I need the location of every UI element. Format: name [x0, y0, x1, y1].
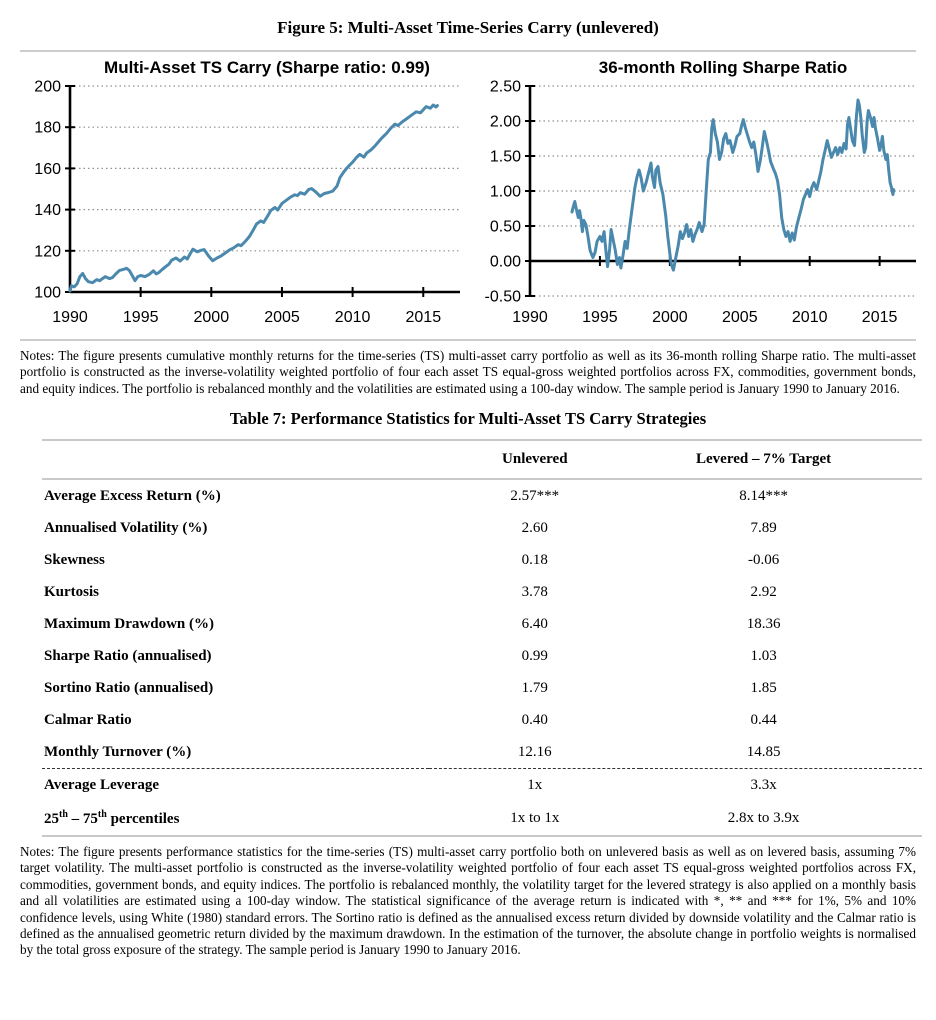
row-label: Calmar Ratio — [44, 711, 132, 728]
x-tick-label: 2000 — [652, 309, 688, 326]
table-row — [42, 576, 922, 608]
sharpe-chart-title: 36-month Rolling Sharpe Ratio — [598, 58, 848, 77]
x-tick-label: 2005 — [722, 309, 758, 326]
cell-levered: 3.3x — [750, 776, 777, 793]
table-row — [42, 672, 922, 704]
cell-pad — [887, 608, 922, 640]
cell-levered: 2.8x to 3.9x — [727, 809, 800, 826]
row-label: Kurtosis — [44, 583, 100, 600]
y-tick-label: 0.50 — [489, 218, 521, 236]
x-tick-label: 2000 — [193, 309, 230, 326]
cell-unlevered: 0.99 — [521, 647, 548, 664]
figure-bottom-rule — [20, 339, 916, 341]
y-tick-label: 180 — [34, 119, 61, 137]
row-label: 25th – 75th percentiles — [44, 808, 180, 827]
figure-top-rule — [20, 50, 916, 52]
cell-unlevered: 1x — [527, 776, 543, 793]
cell-pad — [887, 672, 922, 704]
row-label: Maximum Drawdown (%) — [44, 615, 214, 632]
performance-table — [42, 439, 922, 837]
cell-unlevered: 2.60 — [521, 519, 548, 536]
series-line — [572, 100, 894, 270]
ts-carry-chart — [16, 80, 464, 330]
table-title: Table 7: Performance Statistics for Multi-Asset TS Carry Strategies — [229, 409, 707, 429]
cell-levered: -0.06 — [747, 551, 780, 568]
y-tick-label: 160 — [34, 160, 61, 178]
header-pad — [887, 440, 922, 479]
x-tick-label: 1995 — [582, 309, 618, 326]
figure-title: Figure 5: Multi-Asset Time-Series Carry (unlevered) — [277, 18, 659, 37]
cell-levered: 8.14*** — [739, 487, 788, 504]
cell-levered: 0.44 — [750, 711, 777, 728]
cell-levered: 1.03 — [750, 647, 777, 664]
y-tick-label: 120 — [34, 243, 61, 261]
x-tick-label: 1995 — [122, 309, 159, 326]
table-notes: Notes: The figure presents performance statistics for the time-series (TS) multi-asset carry portfolio both on unlevered basis as well as on levered basis, assuming 7% target volatility. The multi-asset portfolio is constructed as the inverse-volatility weighted portfolio of four each asset TS equal-gross weighted portfolios across FX, commodities, government bonds, and equity indices. The portfolio is rebalanced monthly, the volatility target for the levered strategy is also applied on a monthly basis and all volatilities are estimated using a 100-day window. The statistical significance of the average return is indicated with *, ** and *** for 1%, 5% and 10% confidence levels, using White (1980) standard errors. The Sortino ratio is defined as the annualised excess return divided by downside volatility and the Calmar ratio is defined as the annualised geometric return divided by the maximum drawdown. In the estimation of the turnover, the absolute change in portfolio weights is normalised by the total gross exposure of the strategy. The sample period is January 1990 to January 2016. — [20, 844, 916, 958]
y-tick-label: 2.00 — [489, 113, 521, 131]
row-label: Sharpe Ratio (annualised) — [44, 647, 212, 664]
table-row — [42, 479, 922, 512]
cell-unlevered: 1.79 — [521, 679, 548, 696]
cell-unlevered: 12.16 — [517, 743, 552, 760]
table-row — [42, 640, 922, 672]
x-tick-label: 2015 — [405, 309, 442, 326]
carry-chart-panel — [16, 58, 464, 335]
cell-levered: 7.89 — [750, 519, 777, 536]
figure-panels — [16, 58, 920, 335]
cell-unlevered: 6.40 — [521, 615, 548, 632]
table-row — [42, 608, 922, 640]
column-header: Unlevered — [502, 451, 568, 468]
row-label: Average Excess Return (%) — [44, 487, 221, 504]
rolling-sharpe-chart — [472, 80, 920, 330]
cell-pad — [887, 479, 922, 512]
cell-pad — [887, 801, 922, 836]
row-label: Annualised Volatility (%) — [44, 519, 208, 536]
cell-levered: 18.36 — [746, 615, 781, 632]
table-row — [42, 544, 922, 576]
table-row — [42, 512, 922, 544]
y-tick-label: -0.50 — [484, 288, 521, 306]
cell-pad — [887, 576, 922, 608]
cell-pad — [887, 736, 922, 769]
table-row — [42, 736, 922, 769]
y-tick-label: 1.50 — [489, 148, 521, 166]
table-row — [42, 769, 922, 802]
cell-levered: 2.92 — [750, 583, 777, 600]
table-header — [42, 440, 922, 479]
cell-unlevered: 3.78 — [521, 583, 548, 600]
x-tick-label: 2010 — [334, 309, 371, 326]
y-tick-label: 1.00 — [489, 183, 521, 201]
series-line — [70, 105, 437, 291]
cell-unlevered: 2.57*** — [510, 487, 560, 504]
x-tick-label: 1990 — [512, 309, 548, 326]
cell-unlevered: 0.40 — [521, 711, 548, 728]
row-label: Skewness — [44, 551, 105, 568]
y-tick-label: 100 — [34, 284, 61, 302]
column-header: Levered – 7% Target — [696, 451, 832, 468]
table-body — [42, 479, 922, 836]
carry-chart-title: Multi-Asset TS Carry (Sharpe ratio: 0.99) — [104, 58, 430, 77]
cell-levered: 1.85 — [750, 679, 777, 696]
table-row — [42, 704, 922, 736]
y-tick-label: 0.00 — [489, 253, 521, 271]
row-label: Sortino Ratio (annualised) — [44, 679, 214, 696]
cell-unlevered: 0.18 — [521, 551, 548, 568]
x-tick-label: 1990 — [52, 309, 88, 326]
y-tick-label: 2.50 — [489, 80, 521, 96]
table-row — [42, 801, 922, 836]
cell-unlevered: 1x to 1x — [510, 809, 560, 826]
x-tick-label: 2010 — [791, 309, 828, 326]
y-tick-label: 140 — [34, 202, 61, 220]
row-label: Monthly Turnover (%) — [44, 743, 192, 760]
y-tick-label: 200 — [34, 80, 61, 96]
cell-pad — [887, 640, 922, 672]
cell-pad — [887, 544, 922, 576]
cell-levered: 14.85 — [746, 743, 781, 760]
row-label: Average Leverage — [44, 776, 160, 793]
header-spacer — [42, 440, 429, 479]
sharpe-chart-panel — [472, 58, 920, 335]
cell-pad — [887, 769, 922, 802]
x-tick-label: 2015 — [861, 309, 898, 326]
figure-notes: Notes: The figure presents cumulative monthly returns for the time-series (TS) multi-asset carry portfolio as well as its 36-month rolling Sharpe ratio. The multi-asset portfolio is constructed as the inverse-volatility weighted portfolio of four each asset TS equal-gross weighted portfolios across FX, commodities, government bonds, and equity indices. The portfolio is rebalanced monthly and the volatilities are estimated using a 100-day window. The sample period is January 1990 to January 2016. — [20, 348, 916, 396]
x-tick-label: 2005 — [264, 309, 300, 326]
cell-pad — [887, 512, 922, 544]
cell-pad — [887, 704, 922, 736]
